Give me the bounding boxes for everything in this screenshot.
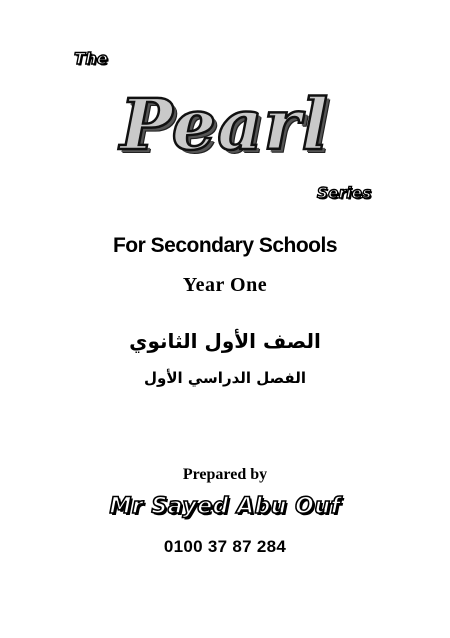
phone-number: 0100 37 87 284 — [163, 537, 287, 556]
prepared-by-label: Prepared by — [182, 466, 268, 483]
year-label: Year One — [182, 274, 268, 296]
arabic-grade-label: الصف الأول الثانوي — [129, 329, 321, 353]
author-name: Mr Sayed Abu Ouf — [109, 494, 341, 519]
subtitle: For Secondary Schools — [112, 234, 338, 257]
series-label: Series — [317, 184, 372, 202]
arabic-term-label: الفصل الدراسي الأول — [144, 369, 306, 387]
brand-title: Pearl — [120, 83, 330, 166]
the-label: The — [74, 49, 109, 68]
